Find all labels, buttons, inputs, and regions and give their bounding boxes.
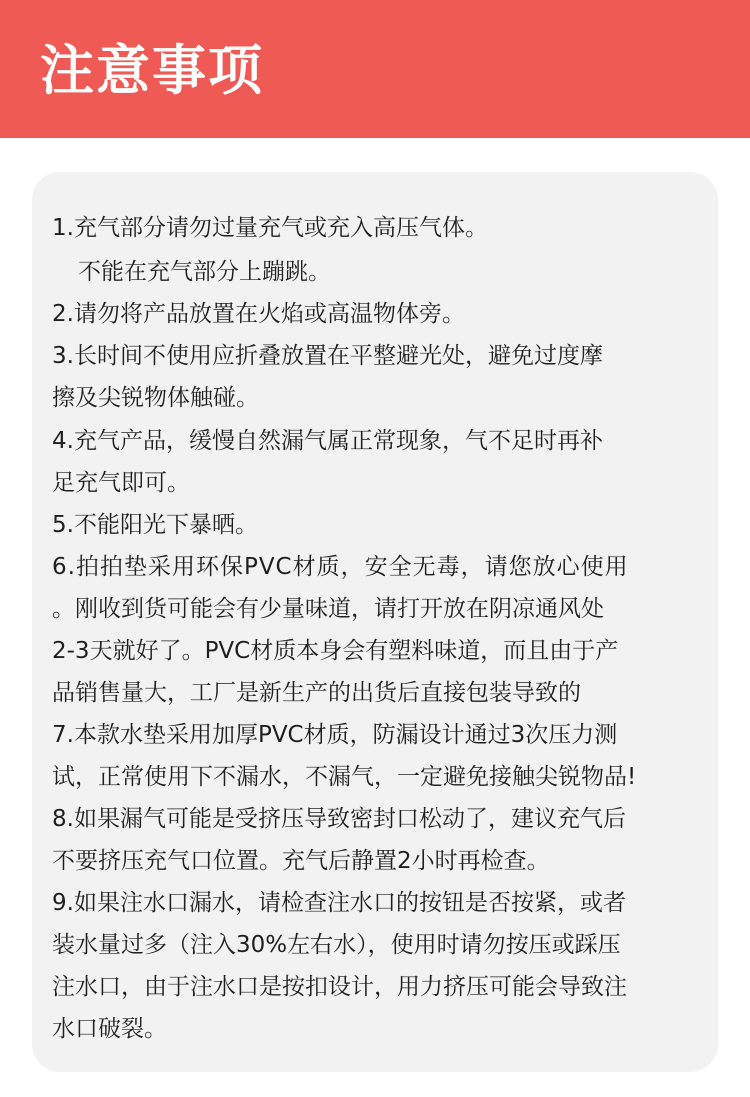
notice-line-18: 装水量过多（注入30%左右水），使用时请勿按压或踩压 xyxy=(52,932,621,958)
notice-line-8: 5.不能阳光下暴晒。 xyxy=(52,512,258,538)
notice-line-6: 4.充气产品，缓慢自然漏气属正常现象，气不足时再补 xyxy=(52,428,603,454)
notice-line-20: 水口破裂。 xyxy=(52,1016,167,1042)
notice-line-11: 2-3天就好了。PVC材质本身会有塑料味道，而且由于产 xyxy=(52,638,619,664)
notice-line-3: 2.请勿将产品放置在火焰或高温物体旁。 xyxy=(52,301,465,327)
notice-line-7: 足充气即可。 xyxy=(52,470,190,496)
notice-line-4: 3.长时间不使用应折叠放置在平整避光处，避免过度摩 xyxy=(52,343,603,369)
notice-line-17: 9.如果注水口漏水，请检查注水口的按钮是否按紧，或者 xyxy=(52,890,626,916)
notice-line-1: 1.充气部分请勿过量充气或充入高压气体。 xyxy=(52,215,488,241)
notice-line-15: 8.如果漏气可能是受挤压导致密封口松动了，建议充气后 xyxy=(52,806,626,832)
header-banner xyxy=(0,0,750,138)
notice-line-5: 擦及尖锐物体触碰。 xyxy=(52,385,259,411)
notice-line-10: 。刚收到货可能会有少量味道，请打开放在阴凉通风处 xyxy=(52,596,604,622)
notice-line-19: 注水口，由于注水口是按扣设计，用力挤压可能会导致注 xyxy=(52,974,627,1000)
notice-line-16: 不要挤压充气口位置。充气后静置2小时再检查。 xyxy=(52,848,550,874)
notice-line-12: 品销售量大，工厂是新生产的出货后直接包装导致的 xyxy=(52,680,581,706)
notice-line-9: 6.拍拍垫采用环保PVC材质，安全无毒，请您放心使用 xyxy=(52,554,629,580)
page-title: 注意事项 xyxy=(40,39,264,102)
notice-line-13: 7.本款水垫采用加厚PVC材质，防漏设计通过3次压力测 xyxy=(52,722,618,748)
notice-line-14: 试，正常使用下不漏水，不漏气，一定避免接触尖锐物品! xyxy=(52,764,637,790)
notice-line-2: 不能在充气部分上蹦跳。 xyxy=(78,259,331,285)
